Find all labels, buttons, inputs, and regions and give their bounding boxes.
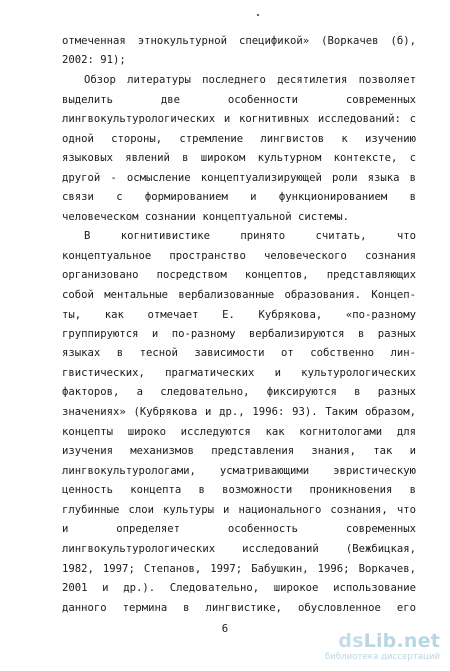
text-line: связи с формированием и функционированием в xyxy=(62,191,416,203)
text-line: 2001 и др.). Следовательно, широкое использование xyxy=(62,582,416,594)
text-line: 2002: 91); xyxy=(62,54,126,66)
page-number: 6 xyxy=(221,623,229,635)
text-line: гвистических, прагматических и культурологических xyxy=(62,367,416,379)
dslib-subtitle: библиотека диссертаций xyxy=(324,652,440,662)
text-line: глубинные слои культуры и национального сознания, что xyxy=(62,504,416,516)
text-line: одной стороны, стремление лингвистов к изучению xyxy=(62,133,416,145)
text-line: языках в тесной зависимости от собственно лин- xyxy=(62,347,416,359)
dslib-logo: dsLib.net xyxy=(338,630,440,652)
text-line: В когнитивистике принято считать, что xyxy=(84,230,416,242)
text-line: другой - осмысление концептуализирующей роли языка в xyxy=(62,172,416,184)
text-line: значениях» (Кубрякова и др., 1996: 93). Таким образом, xyxy=(62,406,416,418)
text-line: лингвокультурологических и когнитивных исследований: с xyxy=(62,113,416,125)
text-line: Обзор литературы последнего десятилетия позволяет xyxy=(84,74,416,86)
text-line: выделить две особенности современных xyxy=(62,94,416,106)
scan-speck xyxy=(257,14,259,16)
text-line: ты, как отмечает Е. Кубрякова, «по-разному xyxy=(62,309,416,321)
text-line: лингвокультурологами, усматривающими эвристическую xyxy=(62,465,416,477)
text-line: и определяет особенность современных xyxy=(62,523,416,535)
text-line: концептуальное пространство человеческого сознания xyxy=(62,250,416,262)
text-line: изучения механизмов представления знания, так и xyxy=(62,445,416,457)
text-line: данного термина в лингвистике, обусловленное его xyxy=(62,602,416,614)
text-line: 1982, 1997; Степанов, 1997; Бабушкин, 1996; Воркачев, xyxy=(62,563,416,575)
text-line: собой ментальные вербализованные образования. Концеп- xyxy=(62,289,416,301)
text-line: концепты широко исследуются как когнитологами для xyxy=(62,426,416,438)
text-line: лингвокультурологических исследований (Вежбицкая, xyxy=(62,543,416,555)
text-line: факторов, а следовательно, фиксируются в разных xyxy=(62,386,416,398)
text-line: группируются и по-разному вербализируются в разных xyxy=(62,328,416,340)
text-line: организовано посредством концептов, представляющих xyxy=(62,269,416,281)
dslib-watermark xyxy=(320,631,440,663)
text-line: языковых явлений в широком культурном контексте, с xyxy=(62,152,416,164)
text-line: ценность концепта в возможности проникновения в xyxy=(62,484,416,496)
text-line: человеческом сознании концептуальной системы. xyxy=(62,211,350,223)
text-line: отмеченная этнокультурной спецификой» (Воркачев (б), xyxy=(62,35,416,47)
